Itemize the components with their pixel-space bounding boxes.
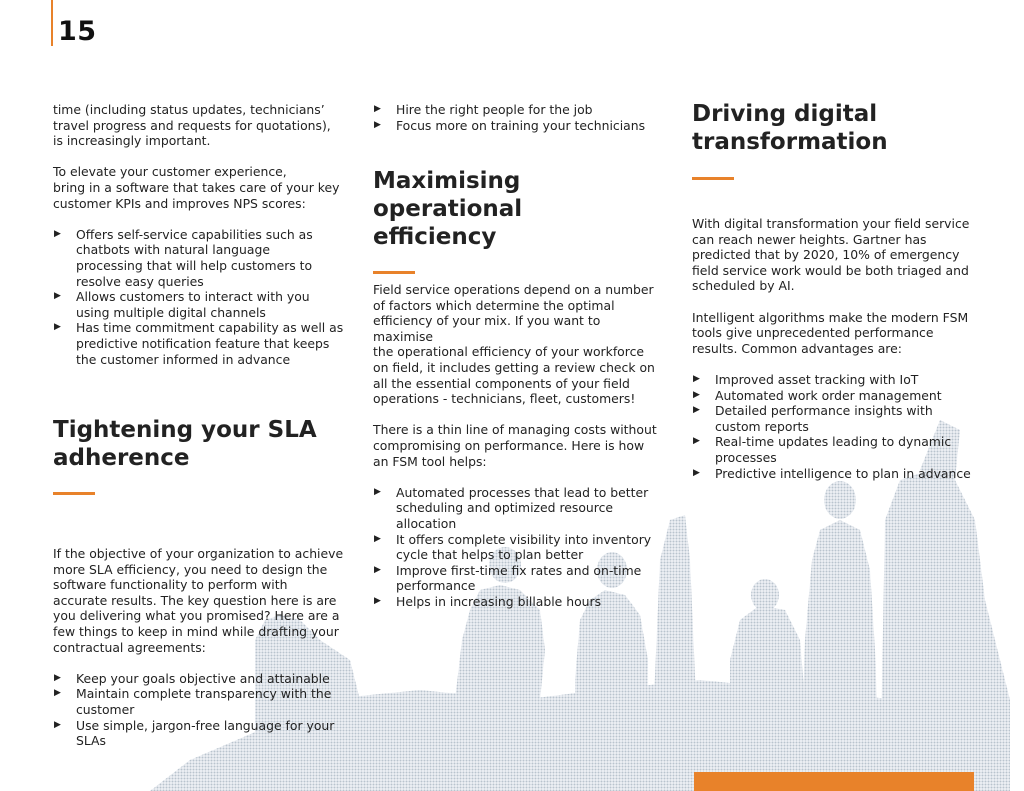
list-item: ▶ Maintain complete transparency with the customer — [53, 686, 353, 717]
sla-body — [53, 546, 353, 749]
operational-section — [373, 167, 673, 274]
list-item: ▶ Improve first-time fix rates and on-time performance — [373, 563, 663, 594]
list-item: ▶ Use simple, jargon-free language for your SLAs — [53, 718, 353, 749]
list-item: ▶ Keep your goals objective and attainable — [53, 671, 353, 687]
list-item: ▶ Real-time updates leading to dynamic processes — [692, 434, 992, 465]
list-item: ▶ Detailed performance insights with custom reports — [692, 403, 992, 434]
digital-section — [692, 100, 992, 180]
customer-kpi-bullets — [53, 227, 353, 367]
intro-paragraph: time (including status updates, technicians’ travel progress and requests for quotations), is increasingly important. — [53, 102, 331, 149]
sla-bullets — [53, 671, 353, 749]
operational-paragraph-1: Field service operations depend on a number of factors which determine the optimal efficiency of your mix. If you want to maximise the operational efficiency of your workforce on field, it includes getting a review check on all the essential components of your field operations - technicians, fleet, customers! — [373, 282, 655, 407]
page-number: 15 — [58, 16, 97, 47]
hiring-bullets — [373, 102, 673, 133]
elevate-paragraph: To elevate your customer experience, bring in a software that takes care of your key customer KPIs and improves NPS scores: — [53, 164, 340, 211]
fsm-bullets — [373, 485, 663, 610]
heading-accent-rule — [373, 271, 415, 274]
list-item: ▶ Has time commitment capability as well as predictive notification feature that keeps the customer informed in advance — [53, 320, 353, 367]
column-middle-top — [373, 102, 673, 133]
section-heading-digital: Driving digital transformation — [692, 101, 888, 155]
footer-accent-bar — [694, 772, 974, 791]
list-item: ▶ Hire the right people for the job — [373, 102, 673, 118]
digital-body — [692, 216, 992, 481]
list-item: ▶ Automated work order management — [692, 388, 992, 404]
list-item: ▶ Focus more on training your technicians — [373, 118, 673, 134]
operational-paragraph-2: There is a thin line of managing costs without compromising on performance. Here is how an FSM tool helps: — [373, 422, 657, 469]
digital-paragraph-2: Intelligent algorithms make the modern FSM tools give unprecedented performance results. Common advantages are: — [692, 309, 969, 356]
list-item: ▶ Improved asset tracking with IoT — [692, 372, 992, 388]
list-item: ▶ Allows customers to interact with you using multiple digital channels — [53, 289, 353, 320]
operational-body — [373, 282, 663, 609]
sla-section — [53, 416, 353, 495]
page-number-accent-bar — [51, 0, 53, 46]
list-item: ▶ Offers self-service capabilities such as chatbots with natural language processing that will help customers to resolve easy queries — [53, 227, 353, 289]
advantages-bullets — [692, 372, 992, 481]
list-item: ▶ Helps in increasing billable hours — [373, 594, 663, 610]
column-left — [53, 102, 353, 367]
sla-paragraph: If the objective of your organization to achieve more SLA efficiency, you need to design the software functionality to perform with accurate results. The key question here is are you delivering what you promised? Here are a few things to keep in mind while drafting your contractual agreements: — [53, 546, 344, 655]
section-heading-operational: Maximising operational efficiency — [373, 168, 523, 250]
list-item: ▶ It offers complete visibility into inventory cycle that helps to plan better — [373, 532, 663, 563]
heading-accent-rule — [692, 177, 734, 180]
heading-accent-rule — [53, 492, 95, 495]
section-heading-sla: Tightening your SLA adherence — [53, 417, 317, 471]
list-item: ▶ Automated processes that lead to better scheduling and optimized resource allocation — [373, 485, 663, 532]
list-item: ▶ Predictive intelligence to plan in advance — [692, 466, 992, 482]
digital-paragraph-1: With digital transformation your field service can reach newer heights. Gartner has predicted that by 2020, 10% of emergency field service work would be both triaged and scheduled by AI. — [692, 216, 970, 294]
